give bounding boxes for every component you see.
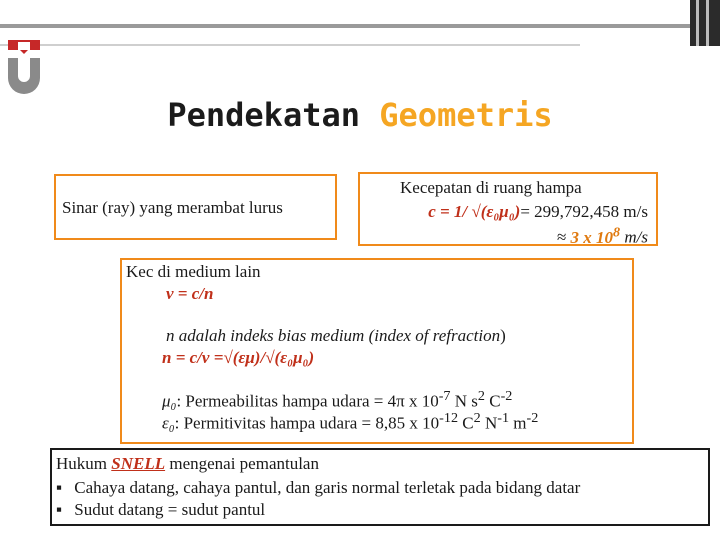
grey-stripe <box>0 24 690 28</box>
medium-speed-formula: v = c/n <box>166 284 214 303</box>
snell-bullet-1: ▪ Cahaya datang, cahaya pantul, dan garis normal terletak pada bidang datar <box>56 478 581 497</box>
snell-law-box <box>50 448 710 526</box>
refraction-index-definition: n adalah indeks bias medium (index of refraction) <box>166 326 506 345</box>
ray-box <box>54 174 337 240</box>
speed-formula-line <box>428 202 648 222</box>
top-decorative-bar <box>0 0 720 48</box>
title-main: Pendekatan <box>167 96 360 134</box>
bullet-icon: ▪ <box>56 478 63 497</box>
slide-title <box>0 96 720 134</box>
snell-bullet-2: ▪ Sudut datang = sudut pantul <box>56 500 266 519</box>
dark-corner-block <box>690 0 720 46</box>
permeability-line: μ₀: Permeabilitas hampa udara = 4π x $10^{-7}$ N $s^2$ $C^{-2}$ <box>162 388 513 411</box>
speed-value: = 299,792,458 m/s <box>520 202 648 221</box>
refraction-index-formula: n = c/v =√(εμ)/√(ε₀μ₀) <box>162 348 315 367</box>
bullet-icon: ▪ <box>56 500 63 519</box>
speed-heading: Kecepatan di ruang hampa <box>400 178 582 197</box>
snell-heading: Hukum SNELL mengenai pemantulan <box>56 454 319 473</box>
university-logo-icon <box>6 38 42 98</box>
medium-box <box>120 258 634 444</box>
approx-symbol: ≈ <box>556 227 567 247</box>
speed-of-light-box <box>358 172 658 246</box>
medium-heading: Kec di medium lain <box>126 262 261 281</box>
ray-text: Sinar (ray) yang merambat lurus <box>62 198 283 217</box>
permittivity-line: ε₀: Permitivitas hampa udara = 8,85 x $10^{-12}$ $C^2$ $N^{-1}$ $m^{-2}$ <box>162 410 539 433</box>
approx-unit: m/s <box>624 227 648 247</box>
speed-formula: c = 1/ √(ε₀μ₀) <box>428 202 521 221</box>
speed-approx-line <box>557 224 648 248</box>
title-accent: Geometris <box>379 96 553 134</box>
approx-value: 3 x $10^8$ <box>570 224 621 247</box>
thin-grey-stripe <box>0 44 580 46</box>
